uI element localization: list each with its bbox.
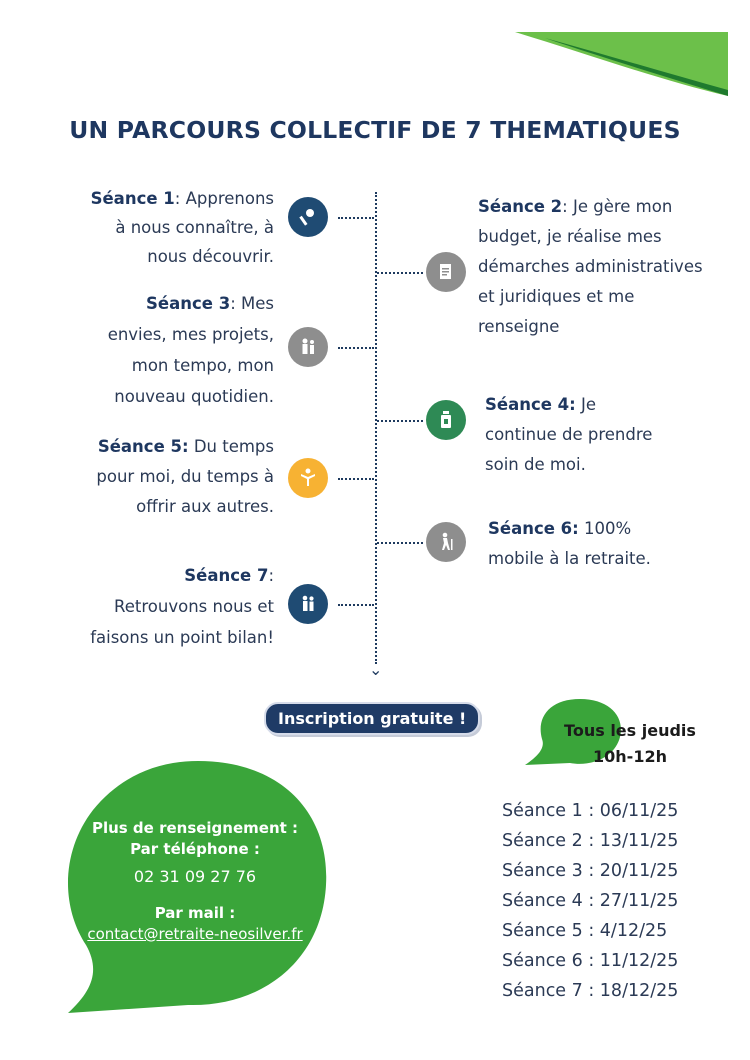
phone-label: Par téléphone : <box>130 840 260 858</box>
inscription-badge: Inscription gratuite ! <box>264 702 480 735</box>
date-item: Séance 6 : 11/12/25 <box>502 951 679 971</box>
dates-list <box>502 796 678 1006</box>
session-7-connector <box>338 604 374 606</box>
schedule-text: Tous les jeudis 10h-12h <box>564 721 696 766</box>
microphone-icon <box>288 197 328 237</box>
session-5-text: Séance 5: Du temps pour moi, du temps à offrir aux autres. <box>96 437 274 516</box>
session-1-text: Séance 1: Apprenons à nous connaître, à nous découvrir. <box>90 189 274 266</box>
date-item: Séance 5 : 4/12/25 <box>502 921 668 941</box>
date-item: Séance 2 : 13/11/25 <box>502 831 679 851</box>
timeline-arrow-icon: ⌄ <box>369 660 383 679</box>
date-item: Séance 7 : 18/12/25 <box>502 981 679 1001</box>
date-item: Séance 1 : 06/11/25 <box>502 801 679 821</box>
date-item: Séance 4 : 27/11/25 <box>502 891 679 911</box>
mail-label: Par mail : <box>154 904 236 922</box>
contact-info <box>60 818 330 945</box>
session-3-text: Séance 3: Mes envies, mes projets, mon tempo, mon nouveau quotidien. <box>107 294 274 406</box>
document-icon <box>426 252 466 292</box>
session-1-connector <box>338 217 374 219</box>
session-6-connector <box>377 542 423 544</box>
email-link[interactable]: contact@retraite-neosilver.fr <box>87 925 303 943</box>
corner-decoration <box>0 0 750 120</box>
session-3-connector <box>338 347 374 349</box>
session-5-connector <box>338 478 374 480</box>
phone-number[interactable]: 02 31 09 27 76 <box>133 867 257 886</box>
contact-heading: Plus de renseignement : <box>91 819 299 837</box>
session-7-text: Séance 7: Retrouvons nous et faisons un point bilan! <box>90 566 274 647</box>
date-item: Séance 3 : 20/11/25 <box>502 861 679 881</box>
page-title: UN PARCOURS COLLECTIF DE 7 THEMATIQUES <box>69 116 681 144</box>
session-2-connector <box>377 272 423 274</box>
session-4-connector <box>377 420 423 422</box>
timeline-line <box>375 192 377 664</box>
session-4-text: Séance 4: Je continue de prendre soin de moi. <box>485 395 653 474</box>
session-2-text: Séance 2: Je gère mon budget, je réalise mes démarches administratives et juridiques et me renseigne <box>478 197 703 336</box>
person-cheering-icon <box>288 458 328 498</box>
session-6-text: Séance 6: 100% mobile à la retraite. <box>488 519 651 568</box>
hiker-icon <box>426 522 466 562</box>
couple-icon <box>288 327 328 367</box>
medicine-bottle-icon <box>426 400 466 440</box>
elderly-couple-icon <box>288 584 328 624</box>
